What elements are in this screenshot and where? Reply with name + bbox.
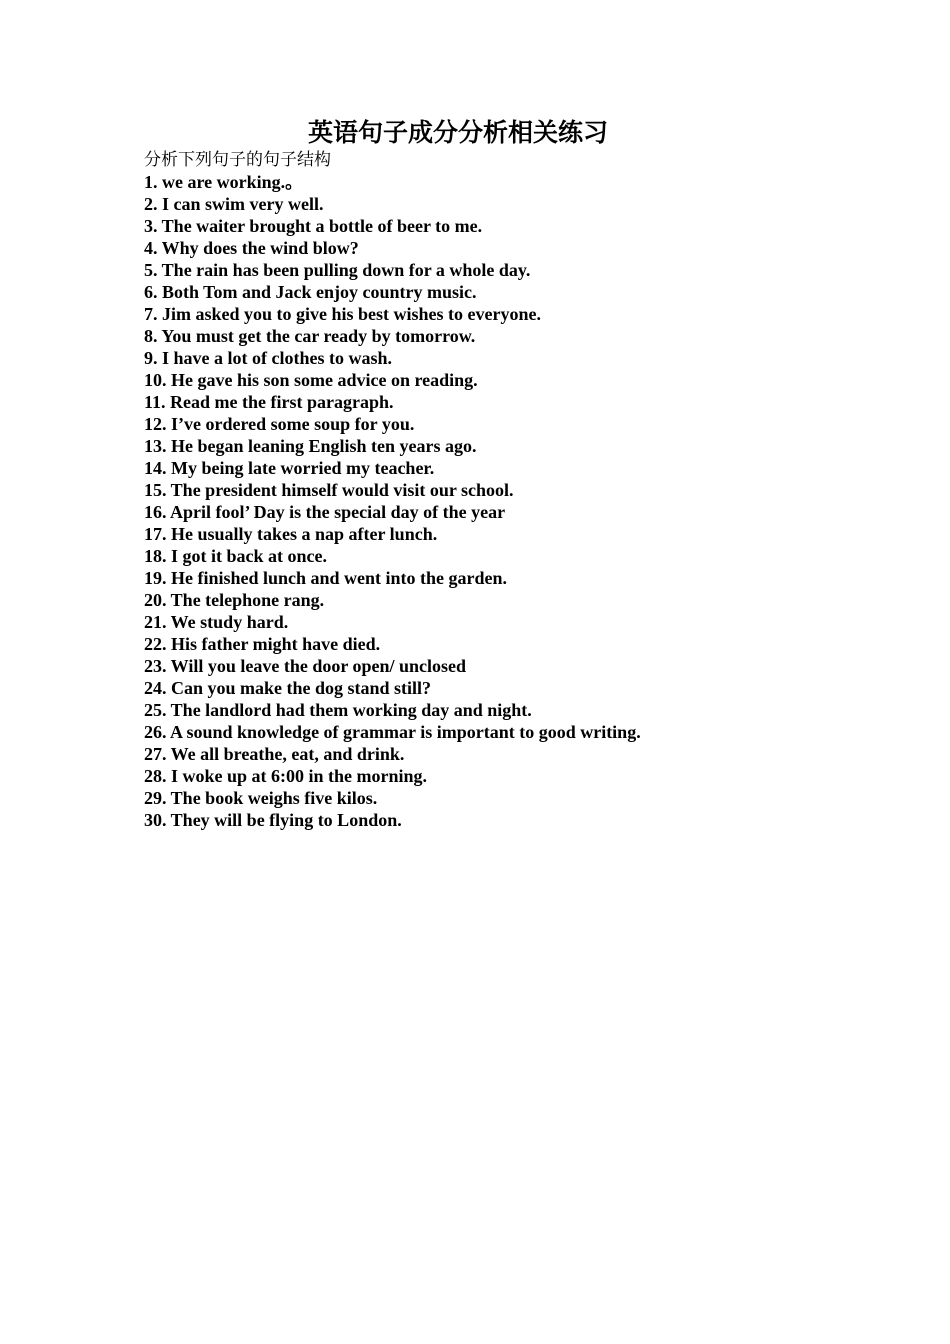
exercise-item: 6. Both Tom and Jack enjoy country music. (144, 282, 477, 302)
exercise-item: 13. He began leaning English ten years ago. (144, 436, 477, 456)
exercise-item: 25. The landlord had them working day and night. (144, 700, 532, 720)
exercise-item: 18. I got it back at once. (144, 546, 327, 566)
exercise-item: 29. The book weighs five kilos. (144, 788, 378, 808)
exercise-item: 17. He usually takes a nap after lunch. (144, 524, 438, 544)
exercise-item: 19. He finished lunch and went into the garden. (144, 568, 508, 588)
exercise-item: 15. The president himself would visit our school. (144, 480, 514, 500)
exercise-item: 2. I can swim very well. (144, 194, 324, 214)
exercise-item: 28. I woke up at 6:00 in the morning. (144, 766, 428, 786)
exercise-item: 21. We study hard. (144, 612, 289, 632)
exercise-item: 5. The rain has been pulling down for a whole day. (144, 260, 531, 280)
exercise-item: 14. My being late worried my teacher. (144, 458, 435, 478)
exercise-item: 22. His father might have died. (144, 634, 381, 654)
exercise-item: 7. Jim asked you to give his best wishes to everyone. (144, 304, 541, 324)
exercise-item: 23. Will you leave the door open/ unclosed (144, 656, 467, 676)
exercise-item: 16. April fool’ Day is the special day of the year (144, 502, 506, 522)
exercise-item: 3. The waiter brought a bottle of beer to me. (144, 216, 483, 236)
document-title: 英语句子成分分析相关练习 (307, 118, 608, 147)
exercise-item: 4. Why does the wind blow? (144, 238, 359, 258)
exercise-item: 24. Can you make the dog stand still? (144, 678, 432, 698)
exercise-item: 30. They will be flying to London. (144, 810, 402, 830)
exercise-item: 26. A sound knowledge of grammar is important to good writing. (144, 722, 641, 742)
exercise-item: 27. We all breathe, eat, and drink. (144, 744, 405, 764)
exercise-list (144, 171, 641, 831)
exercise-item: 11. Read me the first paragraph. (144, 392, 394, 412)
exercise-item: 1. we are working.。 (144, 172, 304, 192)
exercise-item: 10. He gave his son some advice on reading. (144, 370, 478, 390)
exercise-item: 12. I’ve ordered some soup for you. (144, 414, 415, 434)
instruction-text: 分析下列句子的句子结构 (144, 150, 331, 170)
exercise-item: 20. The telephone rang. (144, 590, 325, 610)
exercise-item: 8. You must get the car ready by tomorrow. (144, 326, 476, 346)
exercise-item: 9. I have a lot of clothes to wash. (144, 348, 392, 368)
